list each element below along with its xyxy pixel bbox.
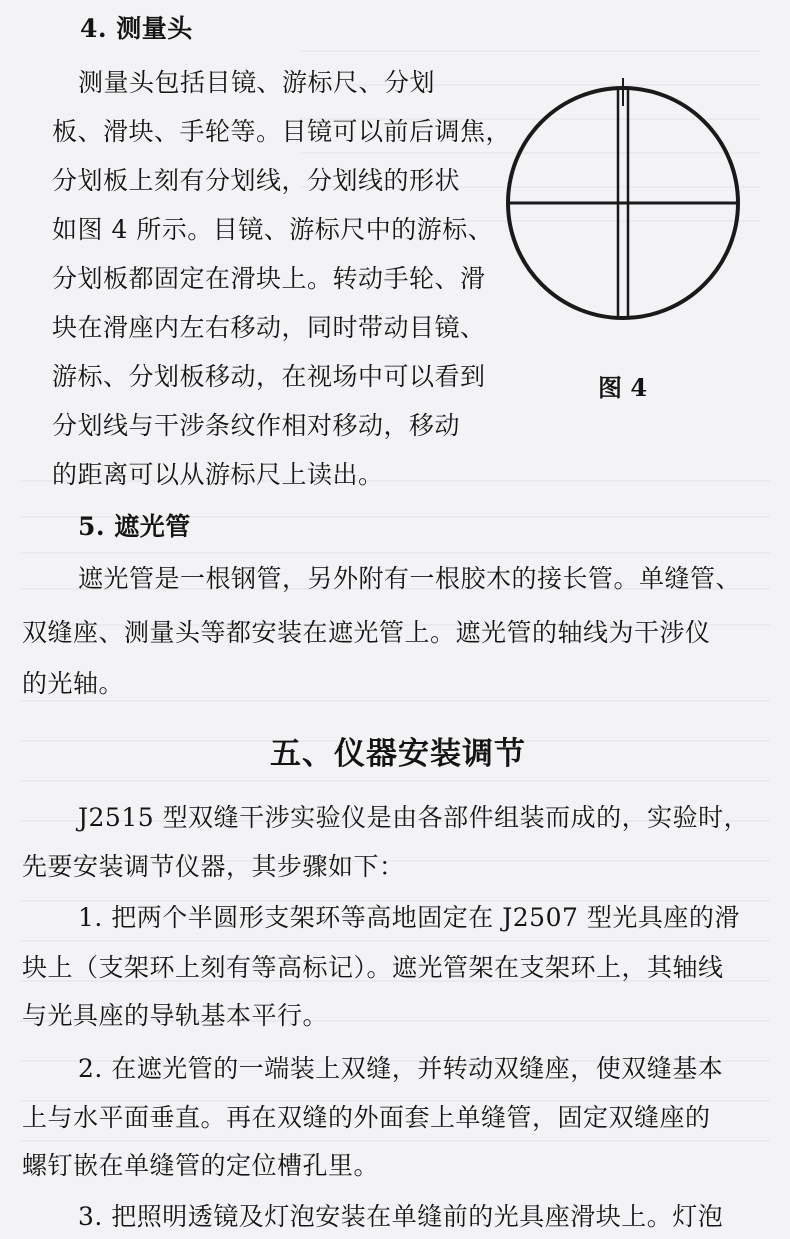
step2-line-2: 上与水平面垂直。再在双缝的外面套上单缝管，固定双缝座的 xyxy=(22,1103,711,1132)
sec5-line-3: 的光轴。 xyxy=(22,669,125,698)
sec4-line-7: 游标、分划板移动，在视场中可以看到 xyxy=(52,362,486,391)
sec5-line-1: 遮光管是一根钢管，另外附有一根胶木的接长管。单缝管、 xyxy=(78,564,742,593)
section-4-heading: 4. 测量头 xyxy=(80,14,193,43)
step2-line-1: 2. 在遮光管的一端装上双缝，并转动双缝座，使双缝基本 xyxy=(78,1054,724,1083)
sec4-line-2: 板、滑块、手轮等。目镜可以前后调焦， xyxy=(52,117,512,146)
step1-line-2: 块上（支架环上刻有等高标记）。遮光管架在支架环上，其轴线 xyxy=(22,953,724,982)
section-5-heading: 5. 遮光管 xyxy=(78,512,191,541)
figure-caption: 图 4 xyxy=(598,373,648,402)
sec4-line-9: 的距离可以从游标尺上读出。 xyxy=(52,460,384,489)
sec4-line-6: 块在滑座内左右移动，同时带动目镜、 xyxy=(52,313,486,342)
step3-line-1: 3. 把照明透镜及灯泡安装在单缝前的光具座滑块上。灯泡 xyxy=(78,1202,724,1231)
reticle-figure xyxy=(498,78,748,328)
sec4-line-8: 分划线与干涉条纹作相对移动，移动 xyxy=(52,411,461,440)
sec4-line-1: 测量头包括目镜、游标尺、分划 xyxy=(78,68,436,97)
intro-line-1: J2515 型双缝干涉实验仪是由各部件组装而成的，实验时， xyxy=(78,803,750,832)
sec4-line-5: 分划板都固定在滑块上。转动手轮、滑 xyxy=(52,264,486,293)
sec4-line-4: 如图 4 所示。目镜、游标尺中的游标、 xyxy=(52,215,494,244)
section-title: 五、仪器安装调节 xyxy=(270,736,526,772)
reticle-crosshair-icon xyxy=(498,78,748,328)
step1-line-1: 1. 把两个半圆形支架环等高地固定在 J2507 型光具座的滑 xyxy=(78,903,740,932)
sec4-line-3: 分划板上刻有分划线，分划线的形状 xyxy=(52,166,461,195)
step2-line-3: 螺钉嵌在单缝管的定位槽孔里。 xyxy=(22,1151,380,1180)
step1-line-3: 与光具座的导轨基本平行。 xyxy=(22,1001,329,1030)
sec5-line-2: 双缝座、测量头等都安装在遮光管上。遮光管的轴线为干涉仪 xyxy=(22,618,711,647)
intro-line-2: 先要安装调节仪器，其步骤如下： xyxy=(22,852,405,881)
